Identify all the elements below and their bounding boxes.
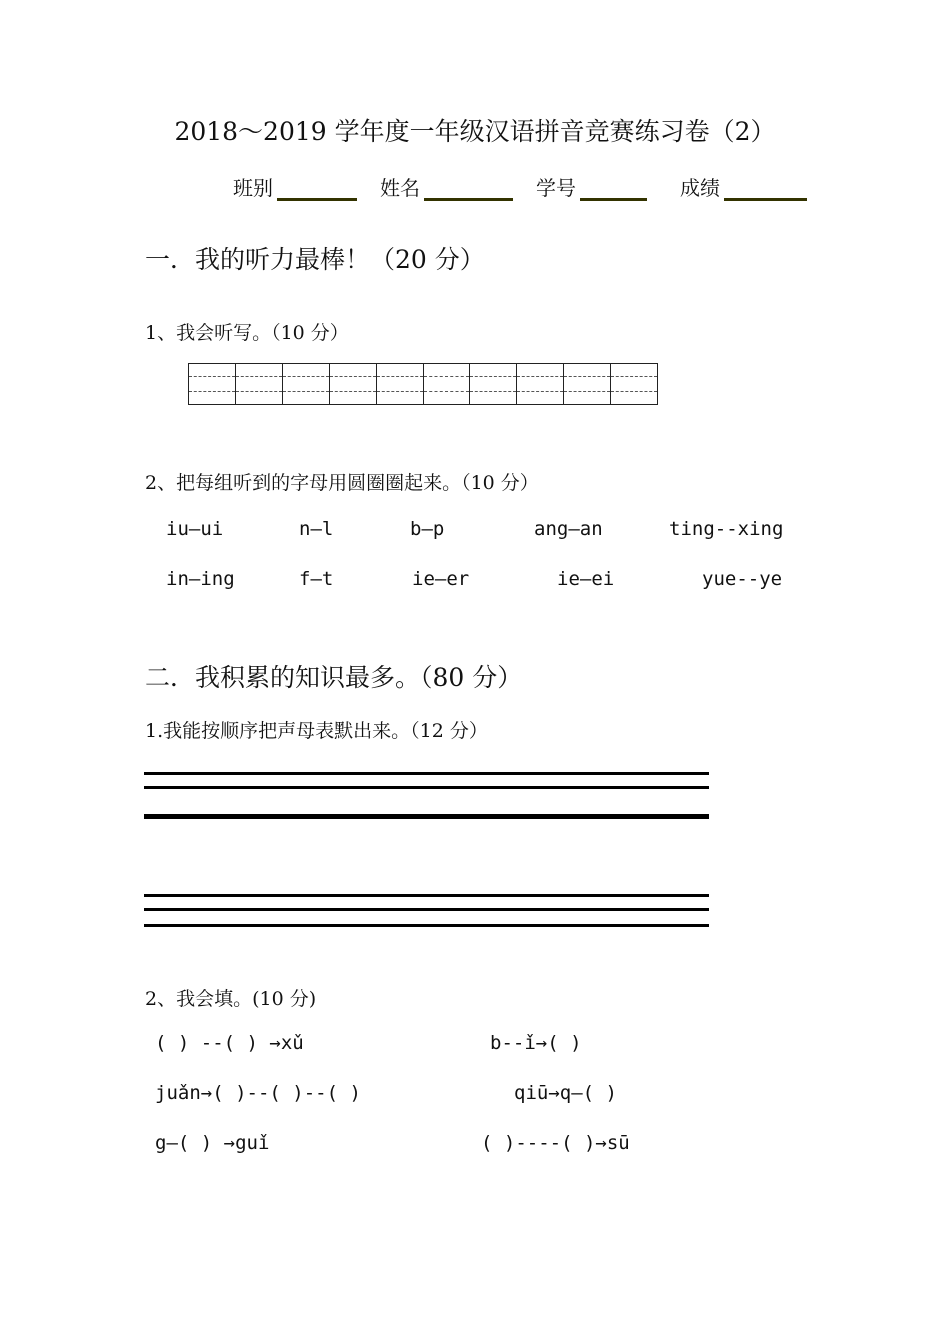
writing-line — [144, 908, 709, 911]
fill-item[interactable]: b--ǐ→( ) — [490, 1032, 582, 1054]
number-label: 学号 — [536, 176, 576, 200]
pair-item[interactable]: in—ing — [166, 568, 235, 590]
score-label: 成绩 — [680, 176, 720, 200]
pair-item[interactable]: n—l — [299, 518, 334, 540]
number-blank[interactable] — [580, 198, 647, 201]
writing-line — [144, 814, 709, 819]
grid-cell[interactable] — [377, 364, 424, 404]
fill-item[interactable]: juǎn→( )--( )--( ) — [155, 1082, 361, 1104]
pair-item[interactable]: b—p — [410, 518, 445, 540]
writing-line — [144, 894, 709, 897]
grid-cell[interactable] — [283, 364, 330, 404]
grid-cell[interactable] — [517, 364, 564, 404]
section2-q1: 1.我能按顺序把声母表默出来。（12 分） — [145, 720, 488, 742]
class-label: 班别 — [233, 176, 273, 200]
pair-item[interactable]: iu—ui — [166, 518, 224, 540]
pair-item[interactable]: ting--xing — [669, 518, 784, 540]
class-blank[interactable] — [277, 198, 357, 201]
writing-line — [144, 772, 709, 775]
dictation-grid[interactable] — [188, 363, 658, 405]
pair-item[interactable]: yue--ye — [702, 568, 783, 590]
section2-heading: 二．我积累的知识最多。（80 分） — [145, 663, 523, 692]
fill-item[interactable]: ( ) --( ) →xǔ — [155, 1032, 304, 1054]
writing-line — [144, 786, 709, 789]
grid-cell[interactable] — [424, 364, 471, 404]
section1-heading: 一．我的听力最棒！（20 分） — [145, 245, 485, 274]
fill-item[interactable]: ( )----( )→sū — [481, 1132, 630, 1154]
grid-cell[interactable] — [189, 364, 236, 404]
fill-item[interactable]: qiū→q—( ) — [514, 1082, 617, 1104]
section1-q2: 2、把每组听到的字母用圆圈圈起来。（10 分） — [145, 472, 539, 494]
grid-cell[interactable] — [236, 364, 283, 404]
grid-cell[interactable] — [611, 364, 657, 404]
grid-cell[interactable] — [330, 364, 377, 404]
fill-item[interactable]: g—( ) →guǐ — [155, 1132, 270, 1154]
name-blank[interactable] — [424, 198, 513, 201]
section1-q1: 1、我会听写。（10 分） — [145, 322, 349, 344]
page-title: 2018～2019 学年度一年级汉语拼音竞赛练习卷（2） — [174, 117, 776, 146]
pair-item[interactable]: ie—ei — [557, 568, 615, 590]
score-blank[interactable] — [724, 198, 807, 201]
pair-item[interactable]: ang—an — [534, 518, 603, 540]
section2-q2: 2、我会填。(10 分) — [145, 988, 317, 1010]
pair-item[interactable]: f—t — [299, 568, 334, 590]
writing-line — [144, 924, 709, 927]
grid-cell[interactable] — [564, 364, 611, 404]
grid-cell[interactable] — [470, 364, 517, 404]
name-label: 姓名 — [380, 176, 420, 200]
pair-item[interactable]: ie—er — [412, 568, 470, 590]
